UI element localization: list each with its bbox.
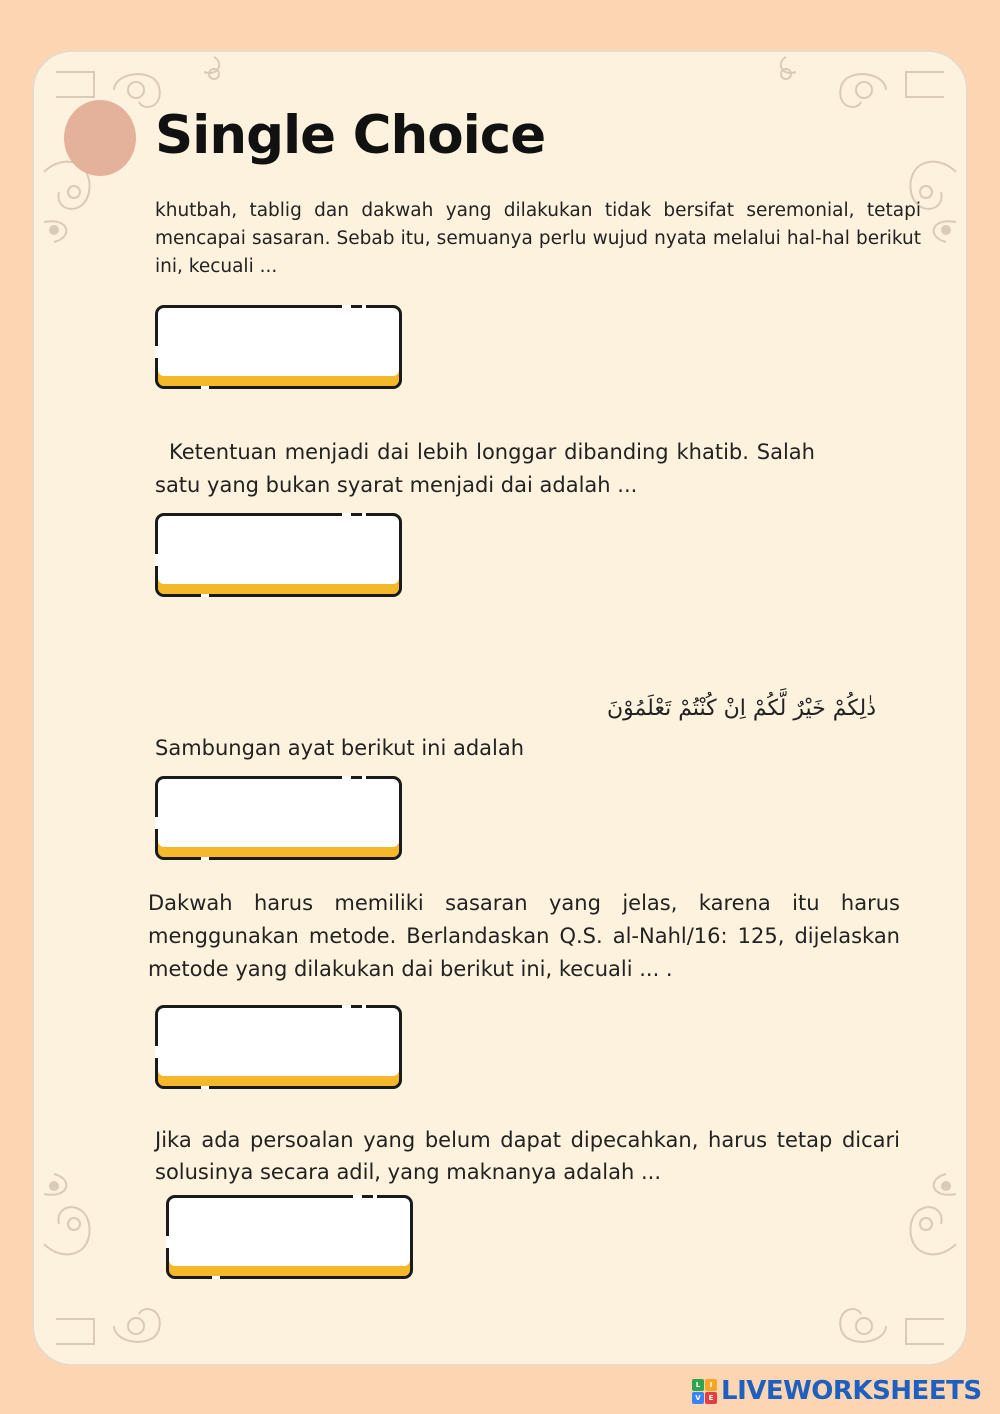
box-border-gap: [342, 1005, 351, 1008]
box-border-gap: [342, 305, 351, 308]
logo-letter-l: L: [692, 1379, 704, 1391]
header-circle-decoration: [64, 100, 136, 176]
brand-name: LIVEWORKSHEETS: [721, 1376, 982, 1406]
answer-box-5[interactable]: [166, 1195, 413, 1279]
question-3-arabic-verse: ذٰلِكُمْ خَيْرٌ لَّكُمْ اِنْ كُنْتُمْ تَعْلَمُوْنَ: [606, 696, 876, 721]
answer-input-4[interactable]: [166, 1016, 395, 1070]
question-3-text: Sambungan ayat berikut ini adalah: [155, 736, 525, 760]
answer-input-1[interactable]: [166, 316, 395, 370]
question-2-text-content: Ketentuan menjadi dai lebih longgar dibanding khatib. Salah satu yang bukan syarat menjadi dai adalah ...: [155, 440, 815, 497]
logo-letter-e: E: [705, 1392, 717, 1404]
question-1-text: khutbah, tablig dan dakwah yang dilakukan tidak bersifat seremonial, tetapi mencapai sasaran. Sebab itu, semuanya perlu wujud nyata melalui hal-hal berikut ini, kecuali ...: [155, 200, 921, 277]
box-border-gap: [362, 513, 366, 516]
logo-letter-i: I: [705, 1379, 717, 1391]
question-4-text: Dakwah harus memiliki sasaran yang jelas, karena itu harus menggunakan metode. Berlandaskan Q.S. al-Nahl/16: 125, dijelaskan metode yang dilakukan dai berikut ini, kecuali ... .: [148, 891, 900, 981]
answer-box-4[interactable]: [155, 1005, 402, 1089]
logo-letter-v: V: [692, 1392, 704, 1404]
answer-box-3[interactable]: [155, 776, 402, 860]
answer-box-2[interactable]: [155, 513, 402, 597]
answer-input-3[interactable]: [166, 787, 395, 841]
liveworksheets-brand[interactable]: [692, 1376, 982, 1406]
box-border-gap: [212, 1276, 220, 1279]
box-border-gap: [342, 513, 351, 516]
question-5-text: Jika ada persoalan yang belum dapat dipecahkan, harus tetap dicari solusinya secara adil, yang maknanya adalah ...: [155, 1128, 900, 1184]
answer-box-1[interactable]: [155, 305, 402, 389]
box-border-gap: [155, 554, 158, 566]
box-border-gap: [201, 857, 209, 860]
box-border-gap: [155, 346, 158, 358]
box-border-gap: [155, 1046, 158, 1058]
box-border-gap: [362, 1005, 366, 1008]
page-title: Single Choice: [155, 105, 546, 166]
box-border-gap: [362, 305, 366, 308]
box-border-gap: [342, 776, 351, 779]
answer-input-5[interactable]: [177, 1206, 406, 1260]
box-border-gap: [201, 1086, 209, 1089]
box-border-gap: [166, 1236, 169, 1248]
box-border-gap: [353, 1195, 362, 1198]
question-2-text: [155, 436, 815, 502]
box-border-gap: [373, 1195, 377, 1198]
answer-input-2[interactable]: [166, 524, 395, 578]
box-border-gap: [155, 817, 158, 829]
box-border-gap: [201, 594, 209, 597]
box-border-gap: [201, 386, 209, 389]
liveworksheets-logo-icon: [692, 1379, 717, 1404]
box-border-gap: [362, 776, 366, 779]
